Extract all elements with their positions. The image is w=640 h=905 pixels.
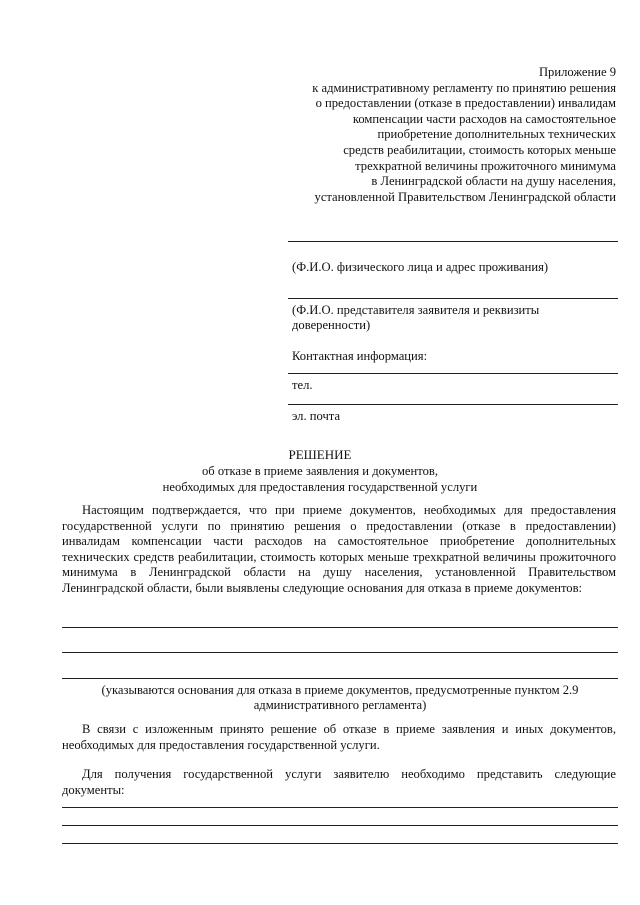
paragraph-decision: В связи с изложенным принято решение об отказе в приеме заявления и иных документов, необходимых для предоставления государственной услуги.: [62, 722, 616, 752]
documents-line-1[interactable]: [62, 807, 618, 808]
contact-label: Контактная информация:: [292, 349, 428, 363]
applicant-caption: (Ф.И.О. физического лица и адрес проживания): [292, 260, 549, 274]
appendix-line: средств реабилитации, стоимость которых меньше: [343, 142, 616, 157]
phone-line[interactable]: [288, 373, 618, 374]
email-line[interactable]: [288, 404, 618, 405]
appendix-line: трехкратной величины прожиточного минимума: [355, 158, 616, 173]
appendix-header: [276, 65, 616, 205]
decision-subtitle-2: необходимых для предоставления государственной услуги: [162, 480, 478, 494]
appendix-line: в Ленинградской области на душу населения,: [371, 174, 616, 189]
paragraph-confirmation: Настоящим подтверждается, что при приеме документов, необходимых для предоставления государственной услуги по принятию решения о предоставлении (отказе в предоставлении) инвалидам компенсации части расходов на самостоятельное приобретение дополнительных технических средств реабилитации, стоимость которых меньше трехкратной величины прожиточного минимума в Ленинградской области на душу населения, установленной Правительством Ленинградской области, были выявлены следующие основания для отказа в приеме документов:: [62, 503, 616, 595]
grounds-line-3[interactable]: [62, 678, 618, 679]
grounds-line-2[interactable]: [62, 652, 618, 653]
appendix-line: о предоставлении (отказе в предоставлении) инвалидам: [315, 96, 616, 111]
phone-label: тел.: [292, 378, 313, 392]
representative-caption: (Ф.И.О. представителя заявителя и реквизиты доверенности): [292, 303, 540, 332]
appendix-line: установленной Правительством Ленинградской области: [314, 189, 616, 204]
grounds-caption: (указываются основания для отказа в приеме документов, предусмотренные пунктом 2.9 административного регламента): [101, 683, 579, 712]
representative-line[interactable]: [288, 298, 618, 299]
appendix-line: к административному регламенту по принятию решения: [312, 80, 616, 95]
appendix-line: компенсации части расходов на самостоятельное: [352, 111, 616, 126]
documents-line-3[interactable]: [62, 843, 618, 844]
email-label: эл. почта: [292, 409, 341, 423]
decision-title: РЕШЕНИЕ: [288, 447, 352, 462]
appendix-line: приобретение дополнительных технических: [377, 127, 616, 142]
grounds-line-1[interactable]: [62, 627, 618, 628]
paragraph-required-documents: Для получения государственной услуги заявителю необходимо представить следующие документы:: [62, 767, 616, 797]
documents-line-2[interactable]: [62, 825, 618, 826]
appendix-number: Приложение 9: [538, 65, 616, 79]
applicant-name-line[interactable]: [288, 241, 618, 242]
decision-subtitle-1: об отказе в приеме заявления и документов,: [201, 464, 438, 478]
